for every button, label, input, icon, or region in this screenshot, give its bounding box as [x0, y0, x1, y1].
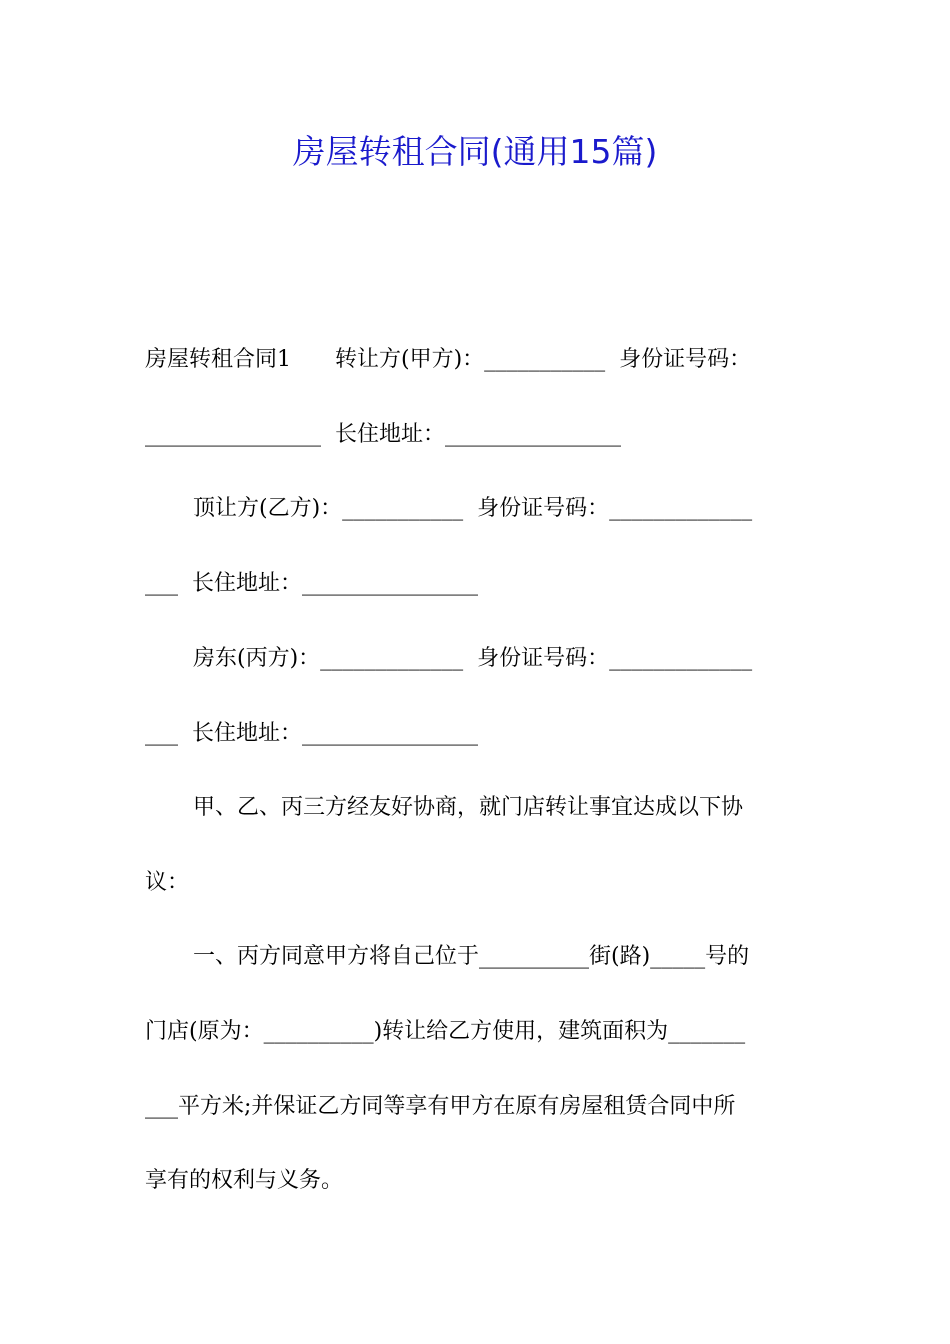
paragraph-line-4: ___ 长住地址：________________: [145, 571, 478, 596]
paragraph-line-10: 门店(原为：__________)转让给乙方使用，建筑面积为_______: [145, 1019, 746, 1044]
paragraph-line-3: 顶让方(乙方)：___________ 身份证号码：_____________: [193, 496, 753, 521]
paragraph-line-9: 一、丙方同意甲方将自己位于__________街(路)_____号的: [193, 944, 750, 969]
paragraph-line-5: 房东(丙方)：_____________ 身份证号码：_____________: [193, 646, 753, 671]
paragraph-line-8: 议：: [145, 870, 190, 895]
document-title: 房屋转租合同(通用15篇): [292, 132, 658, 171]
paragraph-line-1: 房屋转租合同1 转让方(甲方)：___________ 身份证号码：: [145, 347, 752, 372]
paragraph-line-12: 享有的权利与义务。: [145, 1168, 344, 1193]
paragraph-line-2: ________________ 长住地址：________________: [145, 422, 621, 447]
paragraph-line-7: 甲、乙、丙三方经友好协商，就门店转让事宜达成以下协: [193, 795, 744, 820]
paragraph-line-6: ___ 长住地址：________________: [145, 721, 478, 746]
paragraph-line-11: ___平方米;并保证乙方同等享有甲方在原有房屋租赁合同中所: [145, 1094, 736, 1119]
